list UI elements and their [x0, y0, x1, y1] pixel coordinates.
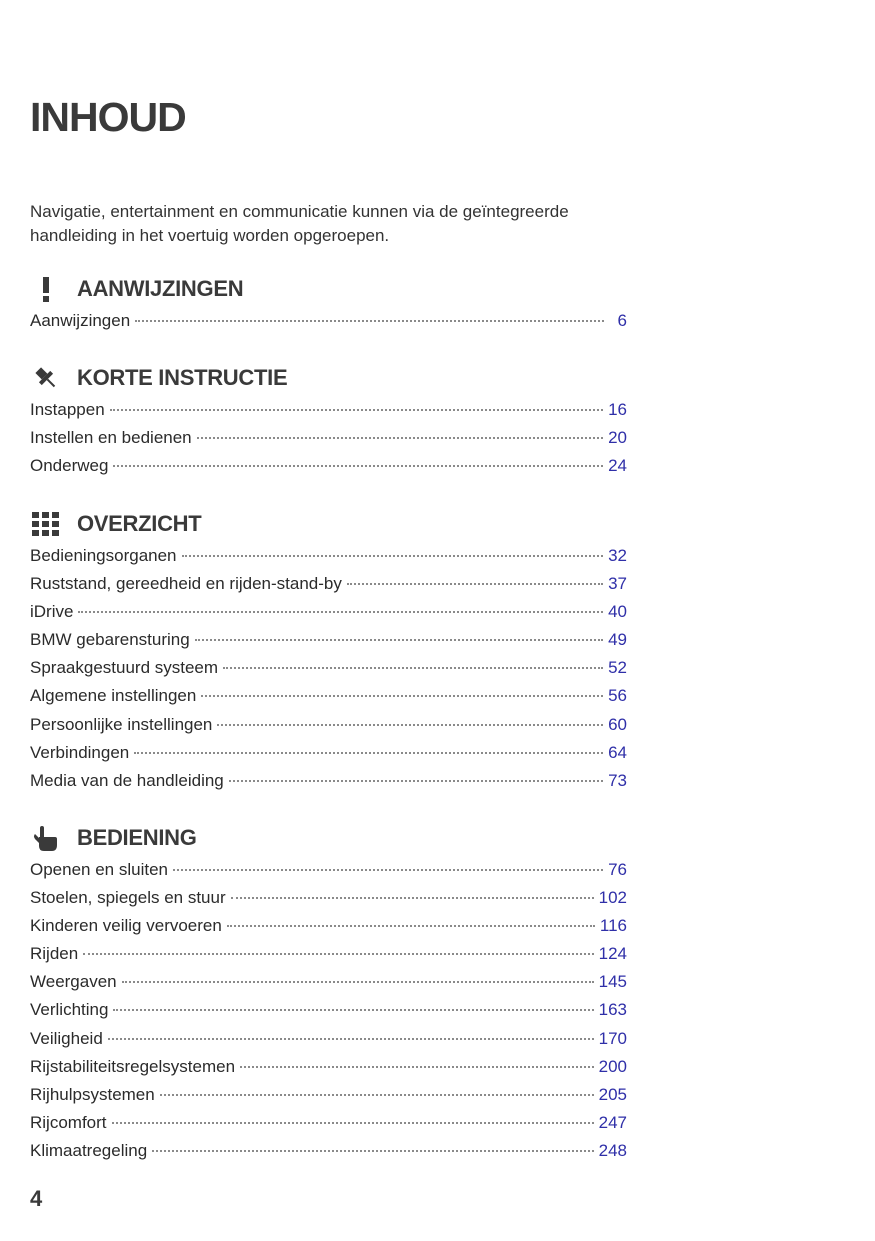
dot-leader: [83, 953, 593, 955]
toc-entry[interactable]: [30, 888, 627, 916]
dot-leader: [113, 1009, 593, 1011]
dot-leader: [195, 639, 603, 641]
dot-leader: [78, 611, 603, 613]
toc-page-link[interactable]: 163: [598, 1000, 627, 1020]
section-header: [30, 821, 627, 855]
toc-page-link[interactable]: 116: [599, 916, 627, 936]
toc-page-link[interactable]: 76: [608, 860, 627, 879]
dot-leader: [223, 667, 603, 669]
toc-entry-label: Persoonlijke instellingen: [30, 714, 213, 734]
toc-entry[interactable]: [30, 715, 627, 743]
toc-entry[interactable]: [30, 546, 627, 574]
toc-page-link[interactable]: 102: [598, 888, 627, 908]
toc-entry[interactable]: [30, 743, 627, 771]
page-title: INHOUD: [30, 94, 186, 140]
toc-entry[interactable]: [30, 1029, 627, 1057]
section-bediening: [30, 821, 627, 1169]
toc-entries: [30, 400, 627, 484]
toc-page-link[interactable]: 40: [608, 602, 627, 622]
toc-page-link[interactable]: 145: [598, 972, 627, 992]
dot-leader: [197, 437, 603, 439]
toc-page-link[interactable]: 20: [608, 428, 627, 448]
section-title: BEDIENING: [77, 825, 197, 850]
section-overzicht: [30, 507, 627, 799]
section-title: OVERZICHT: [77, 511, 202, 536]
dot-leader: [347, 583, 603, 585]
toc-entry[interactable]: [30, 630, 627, 658]
dot-leader: [152, 1150, 593, 1152]
toc-entry[interactable]: [30, 1085, 627, 1113]
section-header: [30, 507, 627, 541]
toc-entry-label: Stoelen, spiegels en stuur: [30, 888, 226, 908]
toc-entry[interactable]: [30, 602, 627, 630]
dot-leader: [113, 465, 603, 467]
toc-entry[interactable]: [30, 1141, 627, 1169]
pointing-hand-icon: [30, 823, 62, 853]
toc-page-link[interactable]: 52: [608, 658, 627, 678]
toc-entry-label: BMW gebarensturing: [30, 630, 190, 650]
toc-entry[interactable]: [30, 1113, 627, 1141]
pushpin-icon: [30, 363, 62, 393]
toc-page-link[interactable]: 64: [608, 742, 627, 762]
page-number: 4: [30, 1186, 43, 1211]
toc-page-link[interactable]: 73: [608, 770, 627, 790]
section-korte-instructie: [30, 361, 627, 484]
toc-page-link[interactable]: 56: [608, 686, 627, 706]
grid-icon: [30, 509, 62, 539]
toc-page-link[interactable]: 200: [598, 1056, 627, 1076]
toc-entry-label: Onderweg: [30, 456, 109, 476]
dot-leader: [227, 925, 595, 927]
toc-entry[interactable]: [30, 1000, 627, 1028]
toc-entry[interactable]: [30, 944, 627, 972]
toc-entry[interactable]: [30, 658, 627, 686]
toc-entries: [30, 860, 627, 1169]
dot-leader: [240, 1066, 594, 1068]
toc-page-link[interactable]: 170: [598, 1028, 627, 1048]
toc-entry-label: Openen en sluiten: [30, 860, 168, 879]
toc-entry-label: Aanwijzingen: [30, 311, 131, 330]
toc-entry[interactable]: [30, 1057, 627, 1085]
dot-leader: [231, 897, 594, 899]
toc-page-link[interactable]: 247: [598, 1112, 627, 1132]
toc-page-link[interactable]: 60: [608, 714, 627, 734]
dot-leader: [112, 1122, 594, 1124]
toc-entries: [30, 546, 627, 799]
toc-entry[interactable]: [30, 686, 627, 714]
toc-entry-label: Veiligheid: [30, 1028, 103, 1048]
toc-entry-label: Rijcomfort: [30, 1112, 107, 1132]
dot-leader: [201, 695, 603, 697]
toc-entry-label: Bedieningsorganen: [30, 546, 177, 565]
dot-leader: [135, 320, 604, 322]
toc-page-link[interactable]: 248: [598, 1140, 627, 1160]
toc-entry[interactable]: [30, 456, 627, 484]
toc-entry[interactable]: [30, 972, 627, 1000]
toc-entry-label: Verlichting: [30, 1000, 109, 1020]
toc-entry-label: Kinderen veilig vervoeren: [30, 916, 222, 936]
section-header: [30, 272, 627, 306]
toc-page-link[interactable]: 32: [608, 546, 627, 565]
toc-entry-label: Rijstabiliteitsregelsystemen: [30, 1056, 236, 1076]
toc-entry[interactable]: [30, 771, 627, 799]
toc-entry-label: Instellen en bedienen: [30, 428, 192, 448]
toc-entry-label: Media van de handleiding: [30, 770, 224, 790]
toc-page-link[interactable]: 24: [608, 456, 627, 476]
toc-entry[interactable]: [30, 860, 627, 888]
dot-leader: [134, 752, 603, 754]
toc-entry-label: Verbindingen: [30, 742, 130, 762]
dot-leader: [108, 1038, 594, 1040]
intro-text: Navigatie, entertainment en communicatie kunnen via de geïntegreerde handleiding in het voertuig worden opgeroepen.: [30, 202, 569, 245]
dot-leader: [217, 724, 603, 726]
dot-leader: [160, 1094, 594, 1096]
toc-page-link[interactable]: 49: [608, 630, 627, 650]
toc-entry-label: Instappen: [30, 400, 105, 419]
toc-entry-label: iDrive: [30, 602, 74, 622]
dot-leader: [122, 981, 594, 983]
toc-entry-label: Spraakgestuurd systeem: [30, 658, 219, 678]
toc-entry[interactable]: [30, 574, 627, 602]
section-title: KORTE INSTRUCTIE: [77, 365, 288, 390]
toc-page-link[interactable]: 37: [608, 574, 627, 594]
dot-leader: [173, 869, 603, 871]
section-header: [30, 361, 627, 395]
dot-leader: [229, 780, 603, 782]
toc-entry-label: Weergaven: [30, 972, 117, 992]
toc-entry-label: Ruststand, gereedheid en rijden-stand-by: [30, 574, 342, 594]
toc-entry-label: Algemene instellingen: [30, 686, 197, 706]
section-aanwijzingen: [30, 272, 627, 339]
toc-entry-label: Klimaatregeling: [30, 1140, 148, 1160]
toc-entries: [30, 311, 627, 339]
section-title: AANWIJZINGEN: [77, 276, 244, 301]
toc-entry-label: Rijden: [30, 944, 79, 964]
toc-entry[interactable]: [30, 916, 627, 944]
toc-entry[interactable]: [30, 311, 627, 339]
toc-entry[interactable]: [30, 428, 627, 456]
dot-leader: [110, 409, 603, 411]
toc-page-link[interactable]: 16: [608, 400, 627, 419]
toc-entry[interactable]: [30, 400, 627, 428]
dot-leader: [182, 555, 604, 557]
toc-page-link[interactable]: 205: [598, 1084, 627, 1104]
toc-page-link[interactable]: 6: [617, 311, 627, 330]
exclamation-icon: [30, 274, 62, 304]
toc-page-link[interactable]: 124: [598, 944, 627, 964]
toc-entry-label: Rijhulpsystemen: [30, 1084, 155, 1104]
